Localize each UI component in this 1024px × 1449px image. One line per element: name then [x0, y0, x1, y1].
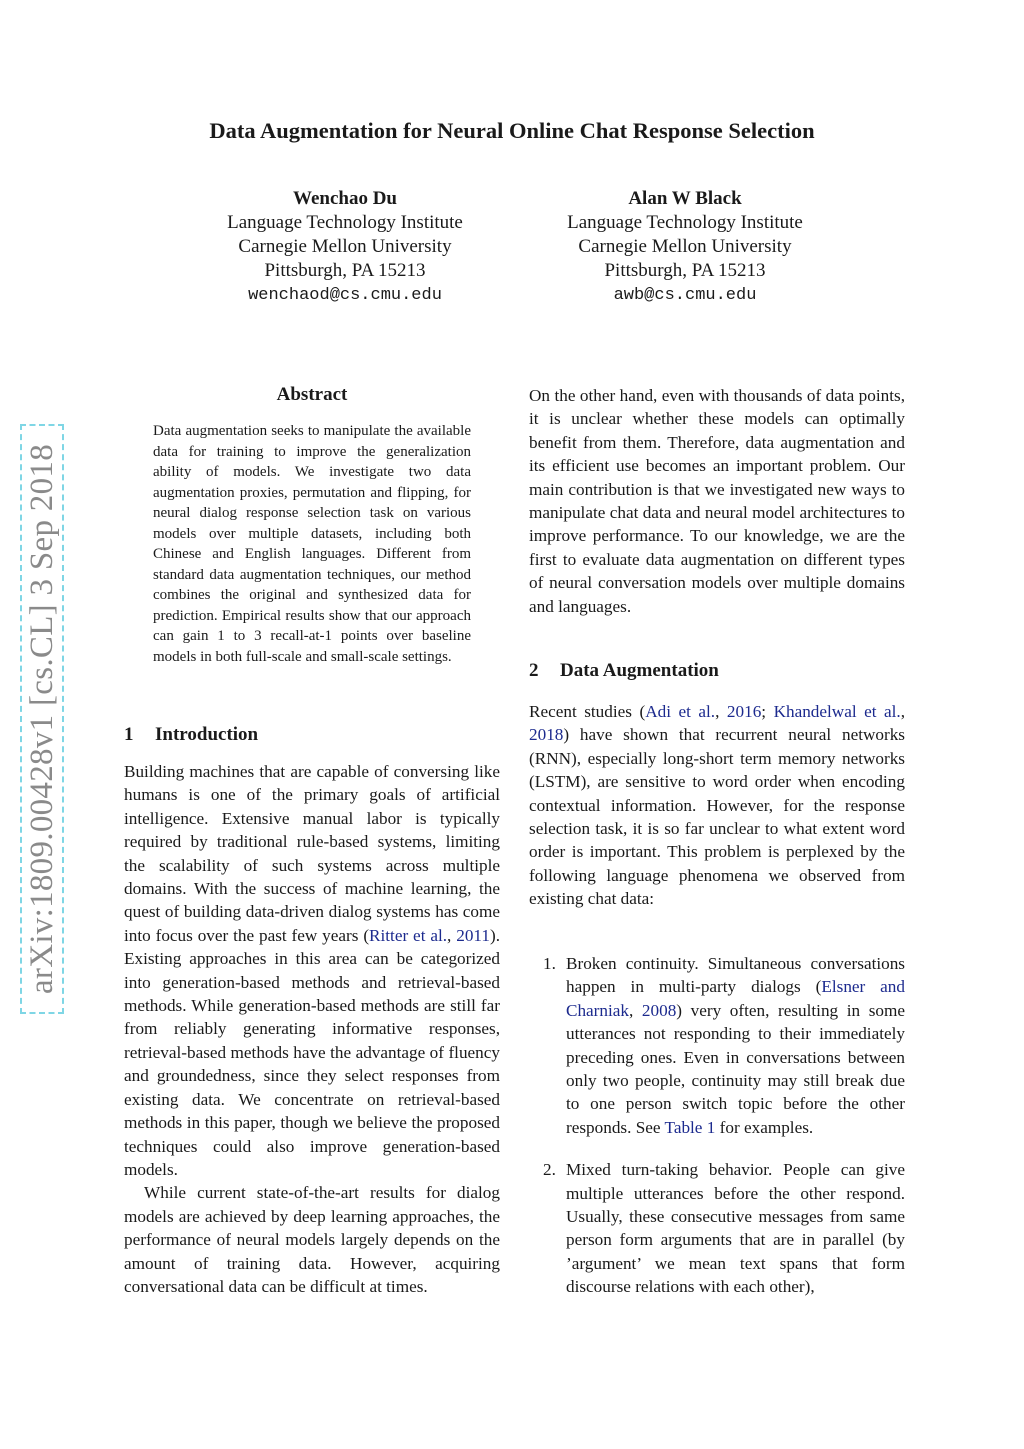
author-affiliation-university: Carnegie Mellon University — [238, 236, 452, 257]
text-run: for examples. — [715, 1117, 814, 1137]
text-run: , — [900, 702, 906, 721]
section2-paragraph-1 — [529, 700, 905, 911]
abstract-text: Data augmentation seeks to manipulate the available data for training to improve the generalization ability of models. We investigate two data augmentation proxies, permutation and flipping, for neural dialog response selection task on various models over multiple datasets, including both Chinese and English languages. Different from standard data augmentation techniques, our method combines the original and synthesized data for prediction. Empirical results show that our approach can gain 1 to 3 recall-at-1 points over baseline models in both full-scale and small-scale settings. — [153, 423, 471, 665]
citation-elsner-year[interactable]: 2008 — [641, 1000, 677, 1020]
text-run: ) very often, resulting in some utterances not responding to their immediately preceding ones. Even in conversations between only two people, continuity may still break due to one person switch topic before the other responds. See — [566, 1000, 905, 1137]
author-location: Pittsburgh, PA 15213 — [264, 260, 426, 281]
intro-paragraph-2: While current state-of-the-art results for dialog models are achieved by deep learning approaches, the performance of neural models largely depends on the amount of training data. However, acquiring conversational data can be difficult at times. — [124, 1183, 500, 1296]
text-run: Mixed turn-taking behavior. People can give multiple utterances before the other respond. Usually, these consecutive messages from same person form arguments that are in parallel (by ’argument’ we mean text spans that form discourse relations with each other), — [566, 1160, 905, 1297]
author-affiliation-institute: Language Technology Institute — [227, 212, 463, 233]
text-run: , — [447, 925, 457, 945]
text-run: ) have shown that recurrent neural networks (RNN), especially long-short term memory networks (LSTM), are sensitive to word order when encoding contextual information. However, for the response selection task, it is so far unclear to what extent word order is important. This problem is perplexed by the following language phenomena we observed from existing chat data: — [529, 725, 905, 909]
list-marker: 1. — [543, 954, 556, 973]
text-run: ; — [761, 702, 774, 721]
list-item — [543, 1158, 905, 1298]
text-run: , — [715, 702, 727, 721]
section-number: 2 — [529, 660, 539, 681]
author-affiliation-university: Carnegie Mellon University — [578, 236, 792, 257]
author-name: Wenchao Du — [293, 188, 397, 209]
list-item — [543, 952, 905, 1139]
citation-khandelwal-year[interactable]: 2018 — [529, 725, 564, 745]
citation-adi[interactable]: Adi et al. — [645, 702, 716, 721]
author-email: wenchaod@cs.cmu.edu — [248, 286, 442, 305]
author-block-1 — [186, 187, 504, 308]
citation-elsner[interactable]: Elsner and Charniak — [566, 977, 905, 1020]
phenomena-list — [543, 952, 905, 1299]
section-title: Introduction — [155, 724, 259, 745]
citation-adi-year[interactable]: 2016 — [726, 702, 762, 721]
intro-paragraph-3: On the other hand, even with thousands of data points, it is unclear whether these models can optimally benefit from them. Therefore, data augmentation and its efficient use becomes an important problem. Our main contribution is that we investigated new ways to manipulate chat data and neural model architectures to improve performance. To our knowledge, we are the first to evaluate data augmentation on different types of neural conversation models over multiple domains and languages. — [529, 386, 905, 616]
text-run: Broken continuity. Simultaneous conversations happen in multi-party dialogs ( — [566, 954, 905, 997]
paper-title: Data Augmentation for Neural Online Chat Response Selection — [209, 118, 815, 143]
author-email: awb@cs.cmu.edu — [613, 286, 757, 305]
arxiv-identifier-stamp: arXiv:1809.00428v1 [cs.CL] 3 Sep 2018 — [20, 424, 64, 1014]
citation-ritter-year[interactable]: 2011 — [456, 925, 490, 945]
citation-khandelwal[interactable]: Khandelwal et al. — [773, 702, 901, 721]
text-run: Building machines that are capable of conversing like humans is one of the primary goals of artificial intelligence. Extensive manual labor is typically required by traditional rule-based systems, limiting the scalability of such systems across multiple domains. With the success of machine learning, the quest of building data-driven dialog systems has come into focus over the past few years ( — [124, 762, 500, 945]
author-name: Alan W Black — [628, 188, 742, 209]
citation-ritter[interactable]: Ritter et al. — [369, 925, 448, 945]
table-1-reference[interactable]: Table 1 — [664, 1117, 716, 1137]
author-affiliation-institute: Language Technology Institute — [567, 212, 803, 233]
text-run: , — [629, 1000, 642, 1020]
intro-paragraph-1 — [124, 760, 500, 1181]
section-heading-introduction — [124, 724, 258, 746]
author-location: Pittsburgh, PA 15213 — [604, 260, 766, 281]
introduction-body — [124, 760, 500, 1298]
section-heading-data-augmentation — [529, 660, 719, 682]
section-number: 1 — [124, 724, 134, 745]
right-column-continuation — [529, 384, 905, 618]
text-run: Recent studies ( — [529, 702, 646, 721]
list-marker: 2. — [543, 1160, 556, 1180]
text-run: ). Existing approaches in this area can be categorized into generation-based methods and retrieval-based methods. While generation-based methods are still far from reliably generating informative responses, retrieval-based methods have the advantage of fluency and groundedness, since they select responses from existing data. We concentrate on retrieval-based methods in this paper, though we believe the proposed techniques could also improve generation-based models. — [124, 925, 500, 1179]
author-block-2 — [526, 187, 844, 308]
data-augmentation-body — [529, 700, 905, 911]
section-title: Data Augmentation — [560, 660, 719, 681]
abstract-heading: Abstract — [276, 384, 348, 405]
